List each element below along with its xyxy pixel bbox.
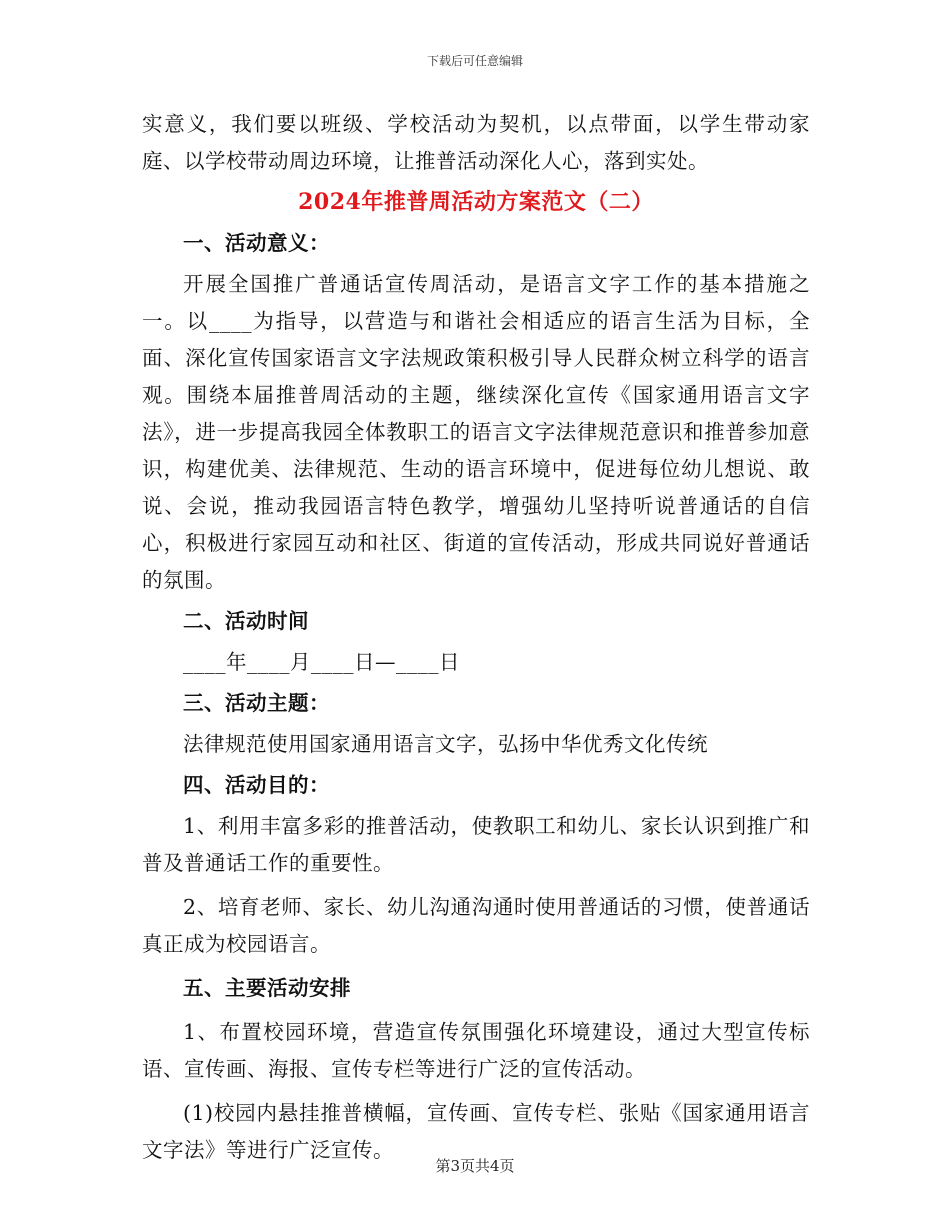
section-heading-4: 四、活动目的： [183,773,330,797]
section-1-paragraph: 开展全国推广普通话宣传周活动，是语言文字工作的基本措施之一。以____为指导，以营造与和谐社会相适应的语言生活为目标，全面、深化宣传国家语言文字法规政策积极引导人民群众树立科学的语言观。围绕本届推普周活动的主题，继续深化宣传《国家通用语言文字法》，进一步提高我园全体教职工的语言文字法律规范意识和推普参加意识，构建优美、法律规范、生动的语言环境中，促进每位幼儿想说、敢说、会说，推动我园语言特色教学，增强幼儿坚持听说普通话的自信心，积极进行家园互动和社区、街道的宣传活动，形成共同说好普通话的氛围。 [142,272,810,592]
section-heading-3: 三、活动主题： [183,691,330,715]
activity-theme: 法律规范使用国家通用语言文字，弘扬中华优秀文化传统 [183,732,708,756]
section-heading-2: 二、活动时间 [183,609,309,633]
activity-time: ____年____月____日—____日 [183,650,460,674]
document-title: 2024年推普周活动方案范文（二） [298,189,654,215]
header-note: 下载后可任意编辑 [426,54,523,68]
section-heading-1: 一、活动意义： [183,231,330,255]
arrangement-paragraph-1: 1、布置校园环境，营造宣传氛围强化环境建设，通过大型宣传标语、宣传画、海报、宣传专栏等进行广泛的宣传活动。 [142,1020,810,1081]
goal-paragraph-1: 1、利用丰富多彩的推普活动，使教职工和幼儿、家长认识到推广和普及普通话工作的重要性。 [142,814,810,875]
page-number: 第3页共4页 [435,1157,515,1175]
goal-paragraph-2: 2、培育老师、家长、幼儿沟通沟通时使用普通话的习惯，使普通话真正成为校园语言。 [142,895,810,956]
intro-tail-paragraph: 实意义，我们要以班级、学校活动为契机，以点带面，以学生带动家庭、以学校带动周边环境，让推普活动深化人心，落到实处。 [142,112,810,173]
arrangement-paragraph-1-sub-1: (1)校园内悬挂推普横幅，宣传画、宣传专栏、张贴《国家通用语言文字法》等进行广泛宣传。 [142,1101,810,1162]
document-body [142,106,810,1169]
section-heading-5: 五、主要活动安排 [183,976,351,1000]
